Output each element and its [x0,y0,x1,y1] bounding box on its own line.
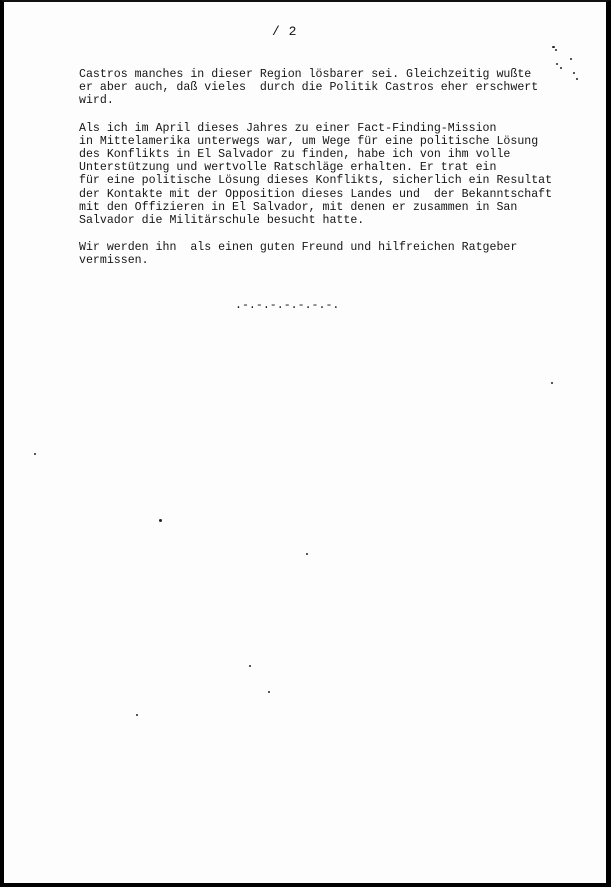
text-line: Als ich im April dieses Jahres zu einer Fact-Finding-Mission [79,121,497,135]
scan-speck [34,453,36,455]
paragraph-2 [79,122,589,228]
end-of-text-mark: .-.-.-.-.-.-.-. [235,299,340,312]
scan-speck [570,58,572,60]
scan-speck [268,691,270,693]
scan-speck [555,49,557,51]
text-line: Salvador die Militärschule besucht hatte. [79,214,365,228]
text-line: des Konflikts in El Salvador zu finden, habe ich von ihm volle [79,148,511,162]
text-line: Unterstützung und wertvolle Ratschläge erhalten. Er trat ein [79,161,497,175]
scan-speck [249,665,251,667]
text-line: mit den Offizieren in El Salvador, mit denen er zusammen in San [79,200,518,214]
paragraph-3 [79,241,589,267]
scan-speck [159,519,162,522]
scan-speck [573,72,575,74]
scan-speck [556,63,558,65]
text-line: der Kontakte mit der Opposition dieses Landes und der Bekanntschaft [79,187,553,201]
paragraph-1 [79,68,589,108]
scan-speck [551,382,553,384]
page-number: / 2 [272,24,297,39]
letter-body [79,68,589,282]
scan-speck [560,67,562,69]
scan-speck [576,78,578,80]
text-line: Wir werden ihn als einen guten Freund und hilfreichen Ratgeber [79,241,518,255]
scan-speck [306,553,308,555]
scan-speck [552,46,555,48]
text-line: in Mittelamerika unterwegs war, um Wege für eine politische Lösung [79,134,539,148]
text-line: vermissen. [79,254,149,268]
scan-speck [136,714,138,716]
text-line: für eine politische Lösung dieses Konflikts, sicherlich ein Resultat [79,174,553,188]
text-line: wird. [79,94,114,108]
text-line: Castros manches in dieser Region lösbarer sei. Gleichzeitig wußte [79,68,532,81]
text-line: er aber auch, daß vieles durch die Politik Castros eher erschwert [79,81,539,95]
